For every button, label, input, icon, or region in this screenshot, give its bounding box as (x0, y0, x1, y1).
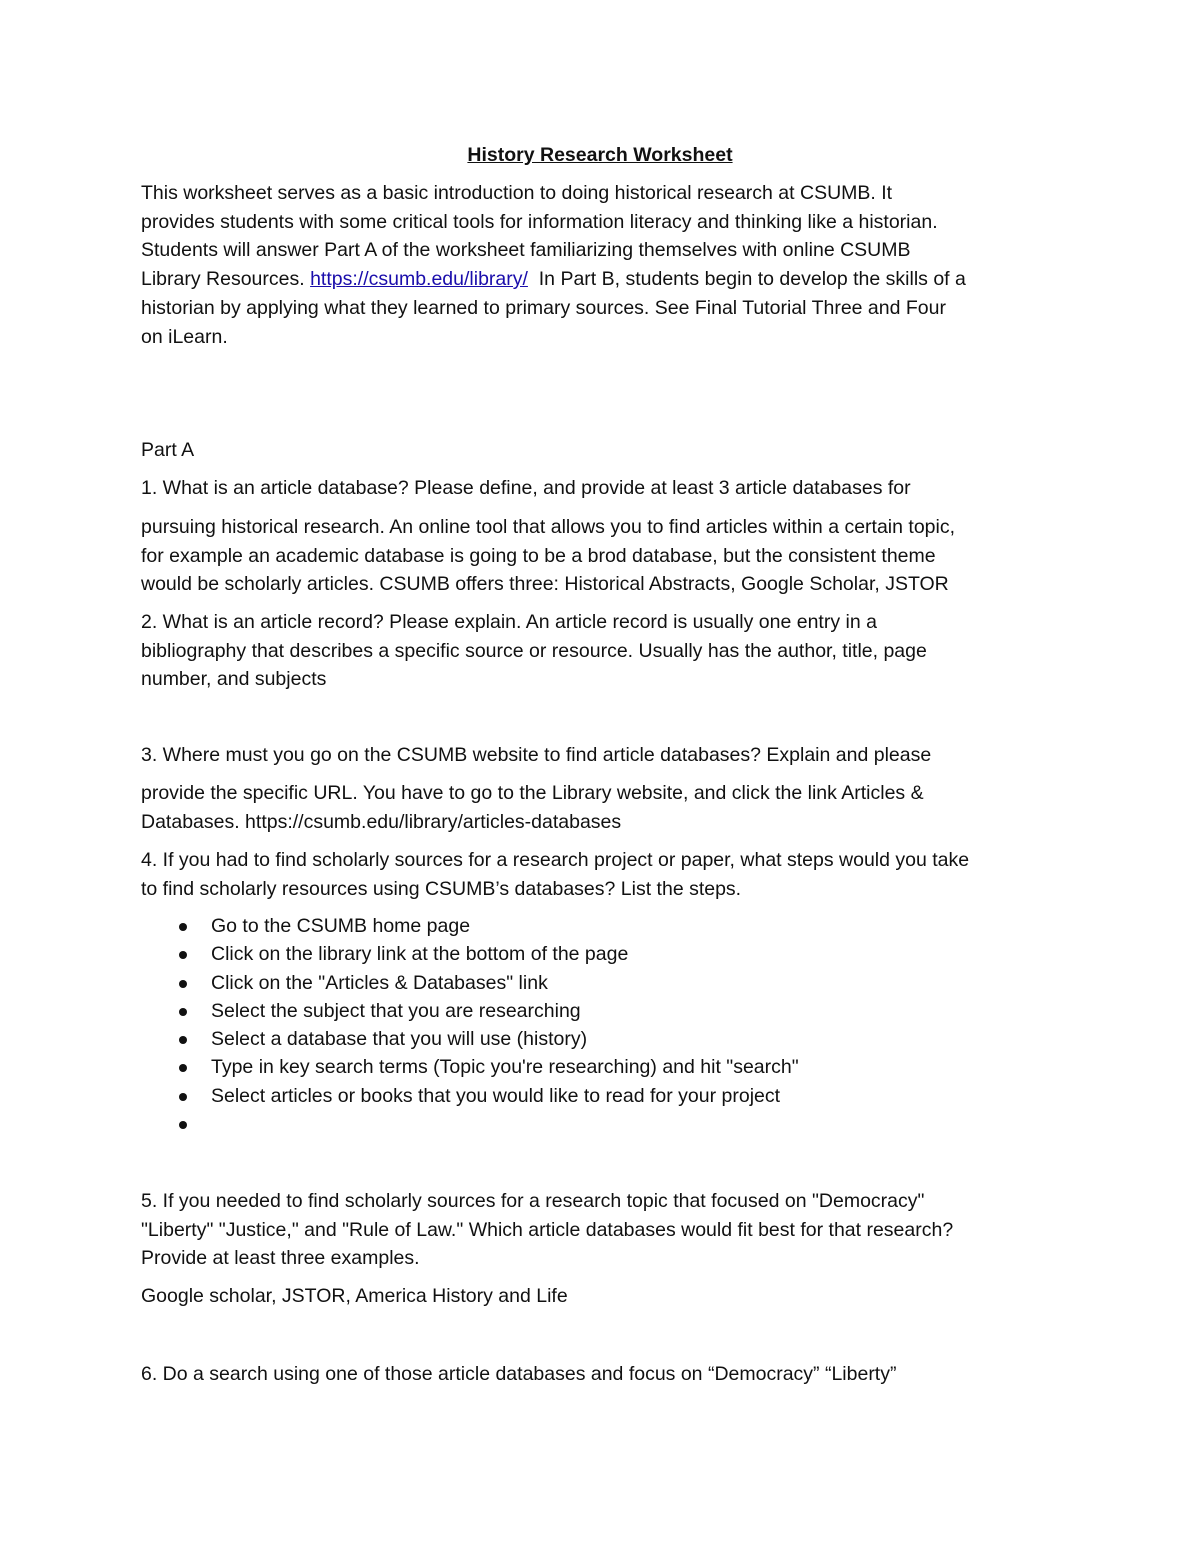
step-text: Click on the "Articles & Databases" link (211, 971, 548, 994)
bullet-icon (179, 1064, 187, 1072)
list-item (141, 997, 1061, 1025)
bullet-icon (179, 1008, 187, 1016)
answer-line: Databases. https://csumb.edu/library/articles-databases (141, 810, 622, 833)
intro-line: historian by applying what they learned to primary sources. See Final Tutorial Three and Four (141, 296, 946, 319)
library-link[interactable]: https://csumb.edu/library/ (310, 268, 528, 291)
bullet-icon (179, 1036, 187, 1044)
steps-list (141, 912, 1061, 1138)
answer-line: number, and subjects (141, 668, 327, 691)
list-item (141, 1053, 1061, 1081)
page-title: History Research Worksheet (467, 144, 733, 166)
list-item (141, 1025, 1061, 1053)
answer-line: for example an academic database is going to be a brod database, but the consistent theme (141, 544, 936, 567)
intro-line: This worksheet serves as a basic introduction to doing historical research at CSUMB. It (141, 182, 893, 204)
intro-paragraph (141, 179, 1081, 351)
list-item (141, 1110, 1061, 1138)
list-item (141, 912, 1061, 940)
answer-line: 2. What is an article record? Please explain. An article record is usually one entry in a (141, 611, 877, 633)
question-4 (141, 846, 1081, 903)
answer-1 (141, 513, 1081, 599)
intro-line: on iLearn. (141, 325, 228, 348)
step-text: Select the subject that you are researching (211, 999, 581, 1022)
step-text: Select a database that you will use (history) (211, 1028, 588, 1051)
question-line: 4. If you had to find scholarly sources for a research project or paper, what steps would you take (141, 849, 970, 871)
answer-line: bibliography that describes a specific source or resource. Usually has the author, title, page (141, 639, 927, 662)
bullet-icon (179, 1121, 187, 1129)
intro-text: In Part B, students begin to develop the skills of a (527, 268, 966, 291)
question-3: 3. Where must you go on the CSUMB website to find article databases? Explain and please (141, 744, 932, 766)
answer-3 (141, 779, 1081, 836)
question-line: "Liberty" "Justice," and "Rule of Law." Which article databases would fit best for that research? (141, 1218, 954, 1241)
intro-line: provides students with some critical tools for information literacy and thinking like a historian. (141, 210, 938, 233)
question-line: to find scholarly resources using CSUMB’s databases? List the steps. (141, 877, 742, 900)
question-2 (141, 608, 1081, 694)
question-line: 5. If you needed to find scholarly sources for a research topic that focused on "Democracy" (141, 1190, 925, 1212)
list-item (141, 969, 1061, 997)
list-item (141, 1082, 1061, 1110)
question-5 (141, 1187, 1081, 1273)
part-a-heading: Part A (141, 439, 195, 461)
bullet-icon (179, 951, 187, 959)
intro-line (141, 265, 1081, 294)
answer-line: provide the specific URL. You have to go to the Library website, and click the link Articles & (141, 782, 924, 804)
intro-line: Students will answer Part A of the worksheet familiarizing themselves with online CSUMB (141, 239, 911, 262)
intro-text: Library Resources. (141, 268, 311, 291)
question-line: Provide at least three examples. (141, 1247, 420, 1270)
bullet-icon (179, 980, 187, 988)
answer-line: pursuing historical research. An online tool that allows you to find articles within a certain topic, (141, 516, 956, 538)
step-text: Type in key search terms (Topic you're researching) and hit "search" (211, 1056, 799, 1079)
step-text: Go to the CSUMB home page (211, 915, 471, 937)
bullet-icon (179, 923, 187, 931)
question-1: 1. What is an article database? Please define, and provide at least 3 article databases for (141, 477, 911, 499)
answer-5: Google scholar, JSTOR, America History and Life (141, 1285, 568, 1307)
step-text: Click on the library link at the bottom of the page (211, 943, 629, 966)
bullet-icon (179, 1093, 187, 1101)
question-6: 6. Do a search using one of those article databases and focus on “Democracy” “Liberty” (141, 1363, 897, 1385)
answer-line: would be scholarly articles. CSUMB offers three: Historical Abstracts, Google Scholar, JSTOR (141, 573, 949, 596)
step-text: Select articles or books that you would like to read for your project (211, 1084, 781, 1107)
list-item (141, 940, 1061, 968)
